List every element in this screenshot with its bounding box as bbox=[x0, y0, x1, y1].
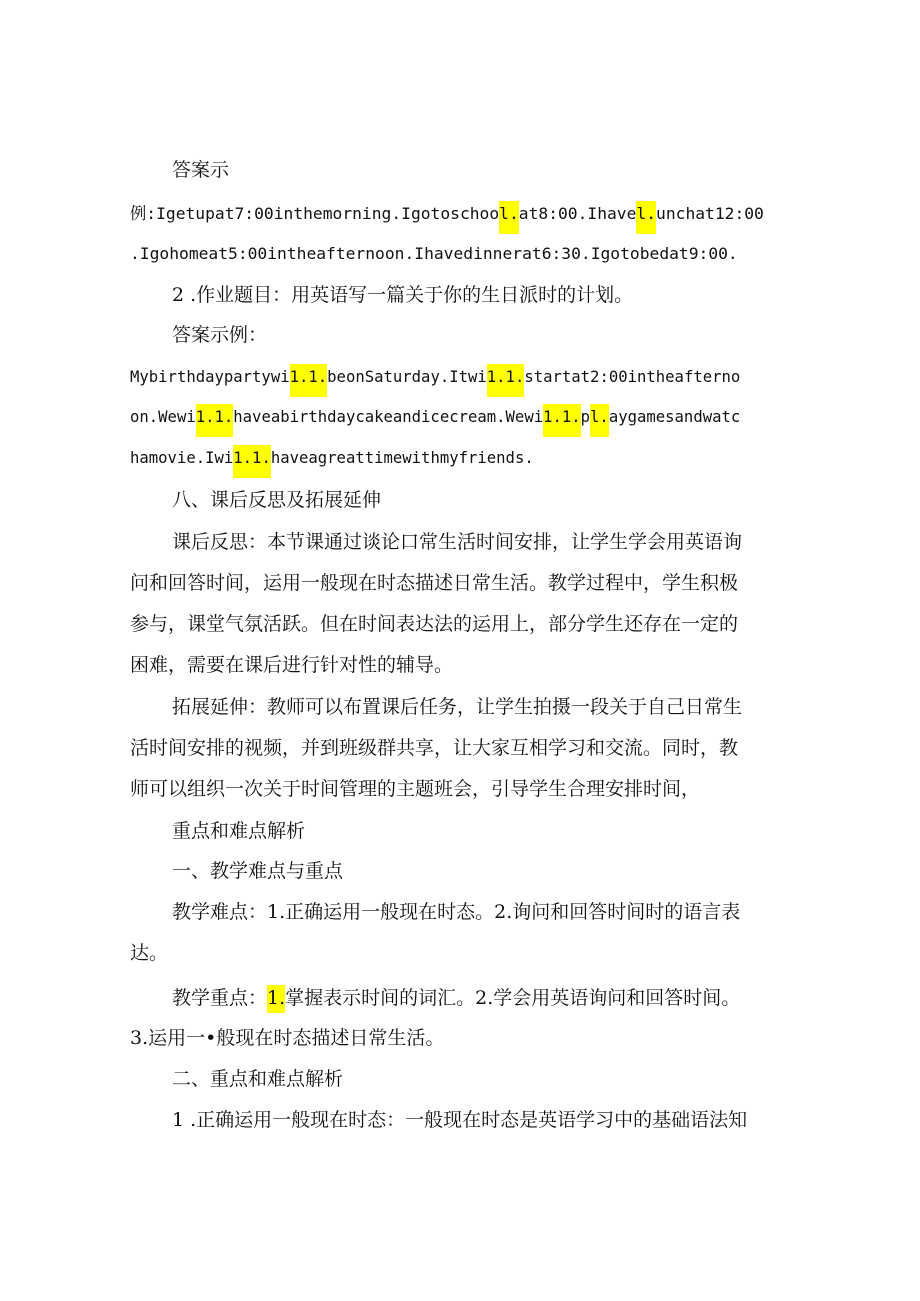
answer-example-line-2: .Igohomeat5:00intheafternoon.Ihavedinnerat6:30.Igotobedat9:00. bbox=[130, 244, 738, 263]
highlight-mark: l. bbox=[590, 404, 609, 437]
teaching-difficulty-line-2: 达。 bbox=[130, 942, 169, 964]
highlight-mark: 1.1. bbox=[290, 364, 328, 397]
reflection-paragraph-line-1: 课后反思：本节课通过谈论口常生活时间安排，让学生学会用英语询 bbox=[172, 531, 743, 553]
answer-example-label: 答案示 bbox=[172, 159, 230, 181]
section-heading-8: 八、课后反思及拓展延伸 bbox=[172, 489, 382, 511]
highlight-mark: 1.1. bbox=[233, 445, 271, 478]
highlight-mark: l. bbox=[636, 201, 656, 234]
key-points-title: 重点和难点解析 bbox=[172, 820, 306, 842]
teaching-focus-line-1: 教学重点：1.掌握表示时间的词汇。2.学会用英语询问和回答时间。 bbox=[172, 985, 790, 1013]
reflection-paragraph-line-2: 问和回答时间，运用一般现在时态描述日常生活。教学过程中，学生积极 bbox=[130, 572, 739, 594]
extension-paragraph-line-3: 师可以组织一次关于时间管理的主题班会，引导学生合理安排时间， bbox=[130, 778, 701, 800]
highlight-mark: 1.1. bbox=[487, 364, 525, 397]
highlight-mark: 1.1. bbox=[196, 404, 234, 437]
highlight-mark: l. bbox=[499, 201, 519, 234]
analysis-paragraph-line-1: 1 .正确运用一般现在时态：一般现在时态是英语学习中的基础语法知 bbox=[172, 1109, 748, 1131]
homework-question-2: 2 .作业题目：用英语写一篇关于你的生日派时的计划。 bbox=[172, 284, 634, 306]
birthday-answer-line-2: on.Wewi1.1.haveabirthdaycakeandicecream.Wewi1.1.pl.aygamesandwatc bbox=[130, 404, 790, 437]
birthday-answer-line-3: hamovie.Iwi1.1.haveagreattimewithmyfriends. bbox=[130, 445, 790, 478]
reflection-paragraph-line-4: 困难，需要在课后进行针对性的辅导。 bbox=[130, 654, 454, 676]
highlight-mark: 1. bbox=[267, 985, 285, 1013]
section-heading-2: 二、重点和难点解析 bbox=[172, 1068, 344, 1090]
answer-example-line-1: 例:Igetupat7:00inthemorning.Igotoschool.at8:00.Ihavel.unchat12:00 bbox=[130, 201, 790, 234]
extension-paragraph-line-2: 活时间安排的视频，并到班级群共享，让大家互相学习和交流。同时，教 bbox=[130, 737, 739, 759]
highlight-mark: 1.1. bbox=[543, 404, 581, 437]
reflection-paragraph-line-3: 参与，课堂气氛活跃。但在时间表达法的运用上，部分学生还存在一定的 bbox=[130, 613, 739, 635]
section-heading-1: 一、教学难点与重点 bbox=[172, 860, 344, 882]
answer-example-label-2: 答案示例： bbox=[172, 324, 268, 346]
extension-paragraph-line-1: 拓展延伸：教师可以布置课后任务，让学生拍摄一段关于自己日常生 bbox=[172, 696, 743, 718]
teaching-focus-line-2: 3.运用一•般现在时态描述日常生活。 bbox=[130, 1027, 445, 1049]
birthday-answer-line-1: Mybirthdaypartywi1.1.beonSaturday.Itwi1.1.startat2:00intheafterno bbox=[130, 364, 790, 397]
teaching-difficulty-line-1: 教学难点：1.正确运用一般现在时态。2.询问和回答时间时的语言表 bbox=[172, 901, 741, 923]
